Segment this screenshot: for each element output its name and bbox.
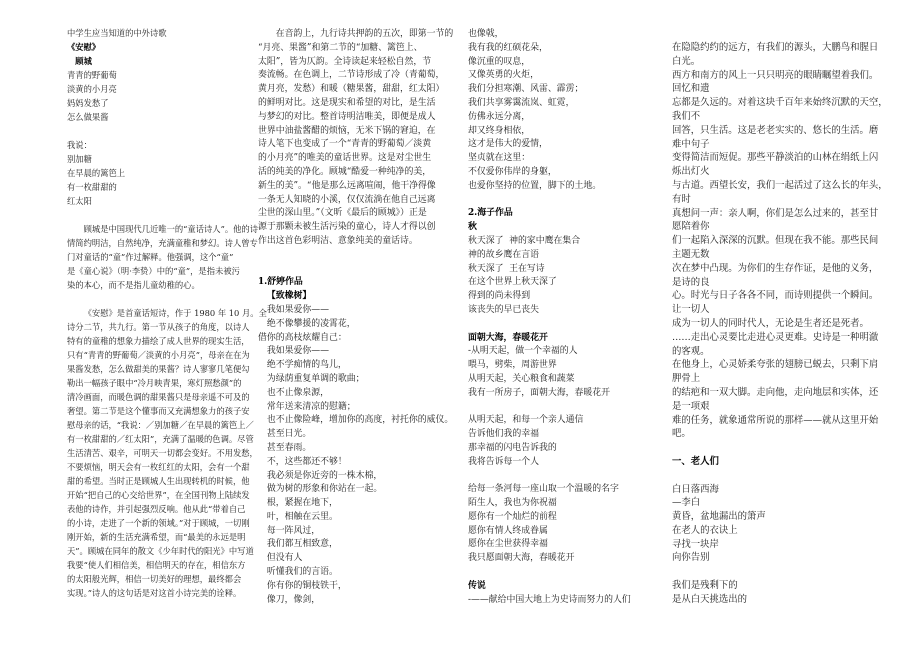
text-line: 主题无数 (672, 248, 710, 260)
text-line: 顾城是中国现代几近唯一的“童话诗人”。他的诗 (83, 224, 259, 234)
text-line: —李白 (672, 497, 701, 509)
section-heading: 1.舒婷作品 (258, 277, 303, 288)
text-line: 新生的美”。“他是那么远离喧闹，他干净得像 (258, 180, 436, 191)
text-line: 活的纯美的净化。顾城“酷爱一种纯净的美， (258, 166, 432, 177)
text-line: 在他身上，心灵娇柔夸张的翅膀已蜕去，只剩下肩 (672, 359, 879, 371)
text-line: 喂马，劈柴，周游世界 (468, 360, 557, 371)
text-line: 也不止像险峰，增加你的高度，衬托你的威仪。 (266, 415, 454, 426)
blank-line (672, 441, 888, 455)
section-heading: 面朝大海，春暖花开 (468, 332, 548, 343)
text-line: 也像戟， (468, 29, 504, 39)
text-line: 奏流畅。在色调上，二节诗形成了冷（青葡萄， (258, 70, 445, 81)
blank-line (67, 208, 267, 222)
text-line: 我们是残剩下的 (672, 580, 738, 592)
text-line: 情简约明洁，自然纯净，充满童稚和梦幻。诗人曾专 (67, 238, 258, 248)
text-line: 根，紧握在地下， (266, 498, 338, 509)
text-line: 愿你有一个灿烂的前程 (468, 511, 557, 522)
text-line: 秋天深了 王在写诗 (468, 263, 545, 274)
text-line: 你有你的铜枝铁干， (266, 580, 347, 591)
text-line: 是从白天挑选出的 (672, 593, 748, 605)
blank-line (672, 469, 888, 483)
text-line: 开始“把自己的心交给世界”，在全国刊物上陆续发 (67, 490, 250, 500)
text-line: 却又终身相依， (468, 125, 531, 136)
text-line: 与古道。西望长安，我们一起活过了这么长的年头， (672, 179, 888, 191)
text-line: 与梦幻的对比。整首诗明洁唯美，即便是成人 (258, 111, 436, 122)
text-line: ……走出心灵要比走进心灵更难。史诗是一种明澈 (672, 331, 879, 343)
blank-line (258, 263, 453, 277)
text-line: 黄昏，盆地漏出的箫声 (672, 511, 766, 523)
text-line: 回忆和遗 (672, 83, 710, 95)
text-line: 《安慰》是首童话短诗，作于 1980 年 10 月。全 (83, 308, 267, 318)
blank-line (672, 565, 888, 579)
text-line: 太阳”，皆为仄韵。全诗读起来轻松自然，节 (258, 56, 432, 67)
section-heading: 一、老人们 (672, 455, 719, 467)
text-line: 作出这首色彩明洁、意象纯美的童话诗。 (258, 235, 418, 246)
blank-line (468, 401, 631, 415)
text-line: 是一项艰 (672, 400, 710, 412)
text-line: 中学生应当知道的中外诗歌 (67, 28, 167, 38)
text-line: 忘都是久远的。对着这块千百年来始终沉默的天空， (672, 97, 888, 109)
text-line: 次在梦中凸现。为你们的生存作证，是他的义务， (672, 262, 879, 274)
text-line: 我只愿面朝大海，春暖花开 (468, 553, 575, 564)
text-line: 怎么做果酱 (67, 112, 109, 122)
text-line: 我如果爱你—— (266, 346, 330, 357)
text-line: 世界中油盐酱醋的烦恼，无米下锅的窘迫，在 (258, 125, 436, 136)
text-line: 给每一条河每一座山取一个温暖的名字 (468, 484, 619, 495)
text-line: 的小月亮”的唯美的童话世界。这是对尘世生 (258, 153, 432, 164)
text-line: 是《童心说》（明·李贽）中的“童”，是指未被污 (67, 266, 240, 276)
column-guchen-anwei (67, 26, 267, 600)
text-line: 也不止像泉源， (266, 387, 330, 398)
text-line: 慰母亲的话，“我说：／别加糖／在早晨的篱笆上／ (67, 420, 254, 430)
text-line: 绝不像攀援的凌霄花， (266, 318, 356, 329)
text-line: 听懂我们的言语。 (266, 567, 338, 578)
text-line: 实现。”诗人的这句话是对这首小诗完美的诠释。 (67, 588, 242, 598)
text-line: 红太阳 (67, 196, 92, 206)
text-line: 白光。 (672, 55, 701, 67)
text-line: 真想问一声：亲人啊，你们是怎么过来的，甚至甘 (672, 207, 879, 219)
text-line: 青青的野葡萄 (67, 70, 117, 80)
text-line: 勒出一幅孩子眼中“冷月映青果，寒灯照愁颜”的 (67, 378, 242, 388)
text-line: 我将告诉每一个人 (468, 456, 539, 467)
text-line: 烁出灯火 (672, 166, 710, 178)
text-line: 像刀，像剑， (266, 594, 321, 605)
text-line: 妈妈发愁了 (67, 98, 109, 108)
blank-line (67, 124, 267, 138)
text-line: 从明天起，和每一个亲人通信 (468, 415, 584, 426)
text-line: 成为一切人的同时代人，无论是生者还是死者。 (672, 317, 869, 329)
blank-line (258, 249, 453, 263)
text-line: 我要“使人们相信美，相信明天的存在，相信东方 (67, 560, 246, 570)
text-line: 诗人笔下也变成了一个“青青的野葡萄／淡黄 (258, 139, 432, 150)
text-line: 清冷画面，而暖色调的甜果酱只是母亲遥不可及的 (67, 392, 250, 402)
text-line: 白日落西海 (672, 483, 719, 495)
text-line: 黄月亮，发愁）和暖（糖果酱，甜甜，红太阳） (258, 84, 445, 95)
text-line: 为绿荫重复单调的歌曲； (266, 373, 365, 384)
text-line: 愿你有情人终成眷属 (468, 525, 548, 536)
text-line: 源于那颗未被生活污染的童心，诗人才得以创 (258, 222, 436, 233)
text-line: 绝不学痴情的鸟儿， (266, 360, 347, 371)
blank-line (468, 194, 631, 208)
text-line: 不，这些都还不够！ (266, 456, 347, 467)
text-line: 刚开始，新的生活充满希望，而“最美的永远是明 (67, 532, 246, 542)
text-line: 生活清苦、艰辛，可明天一切都会变好。不用发愁， (67, 448, 258, 458)
text-line: 心。时光与日子各各不同，而诗则提供一个瞬间。 (672, 290, 879, 302)
section-heading: 2.海子作品 (468, 208, 513, 219)
column-haizi (468, 28, 631, 607)
text-line: 在老人的衣诀上 (672, 524, 738, 536)
text-line: 我有我的红硕花朵， (468, 42, 548, 53)
column-shuting (258, 28, 453, 607)
text-line: 做为树的形象和你站在一起。 (266, 484, 383, 495)
text-line: 的太阳般光辉，相信一切美好的理想，最终都会 (67, 574, 242, 584)
text-line: 告诉他们我的幸福 (468, 429, 539, 440)
text-line: -从明天起，做一个幸福的人 (468, 346, 578, 357)
text-line: 的小诗，走进了一个新的领域。”对于顾城，一切刚 (67, 518, 250, 528)
text-line: -——献给中国大地上为史诗而努力的人们 (468, 594, 631, 605)
text-line: 寻找一块岸 (672, 538, 719, 550)
text-line: 让一切人 (672, 304, 710, 316)
text-line: 那幸福的闪电告诉我的 (468, 442, 557, 453)
text-line: 甜的希望。当时正是顾城人生出现转机的时候，他 (67, 476, 250, 486)
text-line: 秋天深了 神的家中鹰在集合 (468, 235, 581, 246)
text-line: 的客观。 (672, 345, 710, 357)
text-line: 别加糖 (67, 154, 92, 164)
text-line: 染的本心，而不是指儿童幼稚的心。 (67, 280, 200, 290)
text-line: 的结疤和一双大脚。走向他，走向地层和实体，还 (672, 386, 879, 398)
text-line: 坚贞就在这里： (468, 153, 531, 164)
text-line: 是诗的良 (672, 276, 710, 288)
text-line: 果酱发愁，怎么做甜美的果酱？诗人寥寥几笔便勾 (67, 364, 250, 374)
text-line: 奢望。第二节是这个懂事而又充满想象力的孩子安 (67, 406, 250, 416)
text-line: 变得简洁而短促。那些平静淡泊的山林在绢纸上闪 (672, 152, 879, 164)
text-line: 不仅爱你伟岸的身躯， (468, 166, 557, 177)
section-heading: 【致橡树】 (266, 291, 312, 302)
text-line: 有时 (672, 193, 691, 205)
text-line: 甚至日光。 (266, 429, 312, 440)
text-line: 向你告别 (672, 552, 710, 564)
text-line: 在这个世界上秋天深了 (468, 277, 557, 288)
text-line: 也爱你坚持的位置，脚下的土地。 (468, 180, 602, 191)
text-line: 陌生人，我也为你祝福 (468, 498, 557, 509)
text-line: 淡黄的小月亮 (67, 84, 117, 94)
text-line: 表他的诗作，并引起强烈反响。他从此“带着自己 (67, 504, 246, 514)
text-line: 这才是伟大的爱情， (468, 139, 548, 150)
text-line: 特有的童稚的想象力描绘了成人世界的现实生活， (67, 336, 250, 346)
text-line: 我们不 (672, 110, 701, 122)
blank-line (468, 470, 631, 484)
text-line: 从明天起，关心粮食和蔬菜 (468, 373, 575, 384)
text-line: 的鲜明对比。这是现实和希望的对比，是生活 (258, 97, 436, 108)
text-line: 们一起陷入深深的沉默。但现在我不能。那些民间 (672, 235, 879, 247)
text-line: 不要烦恼，明天会有一枚红红的太阳，会有一个甜 (67, 462, 250, 472)
text-line: 难的任务，就象通常所说的那样——就从这里开始 (672, 414, 879, 426)
text-line: 该丧失的早已丧失 (468, 304, 539, 315)
blank-line (67, 292, 267, 306)
text-line: 我们都互相致意， (266, 539, 338, 550)
text-line: 天”。顾城在同年的散文《少年时代的阳光》中写道 (67, 546, 254, 556)
text-line: 借你的高枝炫耀自己： (258, 332, 347, 343)
text-line: 回答，只生活。这是老老实实的、悠长的生活。磨 (672, 124, 879, 136)
text-line: 胛骨上 (672, 373, 701, 385)
text-line: 每一阵风过， (266, 525, 321, 536)
text-line: 我们共享雾霭流岚、虹霓， (468, 97, 575, 108)
text-line: 愿陪着你 (672, 221, 710, 233)
text-line: 只有“青青的野葡萄／淡黄的小月亮”，母亲在在为 (67, 350, 250, 360)
text-line: 西方和南方的风上一只只明亮的眼睛瞩望着我们。 (672, 69, 879, 81)
text-line: 像沉重的叹息， (468, 56, 531, 67)
text-line: 有一枚甜甜的／红太阳”，充满了温暖的色调。尽管 (67, 434, 254, 444)
text-line: 有一枚甜甜的 (67, 182, 117, 192)
text-line: 难中句子 (672, 138, 710, 150)
column-chuanshuo (672, 41, 888, 607)
section-heading: 《安慰》 (67, 42, 101, 52)
text-line: 得到的尚未得到 (468, 291, 531, 302)
text-line: 在早晨的篱笆上 (67, 168, 126, 178)
text-line: 甚至春雨。 (266, 442, 312, 453)
text-line: 常年送来清凉的慰籍； (266, 401, 356, 412)
section-heading: 传说 (468, 580, 486, 591)
text-line: 一条无人知晓的小溪，仅仅流淌在他自己远离 (258, 194, 436, 205)
text-line: 我如果爱你—— (266, 304, 330, 315)
text-line: “月亮、果酱”和第二节的“加糖、篱笆上、 (258, 42, 423, 53)
section-heading: 顾城 (75, 56, 92, 66)
text-line: 我们分担寒潮、风雷、霹雳； (468, 84, 584, 95)
text-line: 在隐隐约约的远方，有我们的源头，大鹏鸟和腥日 (672, 42, 879, 53)
text-line: 在音韵上，九行诗共押韵的五次，即第一节的 (275, 29, 454, 39)
text-line: 神的故乡鹰在言语 (468, 249, 539, 260)
text-line: 叶，相触在云里。 (266, 511, 338, 522)
text-line: 又像英勇的火炬， (468, 70, 539, 81)
text-line: 我必须是你近旁的一株木棉， (266, 470, 383, 481)
blank-line (468, 318, 631, 332)
text-line: 尘世的深山里。”（文昕《最后的顾城》）正是 (258, 208, 427, 219)
text-line: 诗分二节，共九行。第一节从孩子的角度，以诗人 (67, 322, 250, 332)
blank-line (468, 566, 631, 580)
text-line: 愿你在尘世获得幸福 (468, 539, 548, 550)
text-line: 但没有人 (266, 553, 303, 564)
text-line: 我有一所房子，面朝大海，春暖花开 (468, 387, 610, 398)
text-line: 吧。 (672, 428, 691, 440)
text-line: 仿佛永远分离， (468, 111, 531, 122)
text-line: 我说： (67, 140, 92, 150)
section-heading: 秋 (468, 222, 477, 233)
text-line: 门对童话的“童”作过解释。他强调，这个“童” (67, 252, 234, 262)
